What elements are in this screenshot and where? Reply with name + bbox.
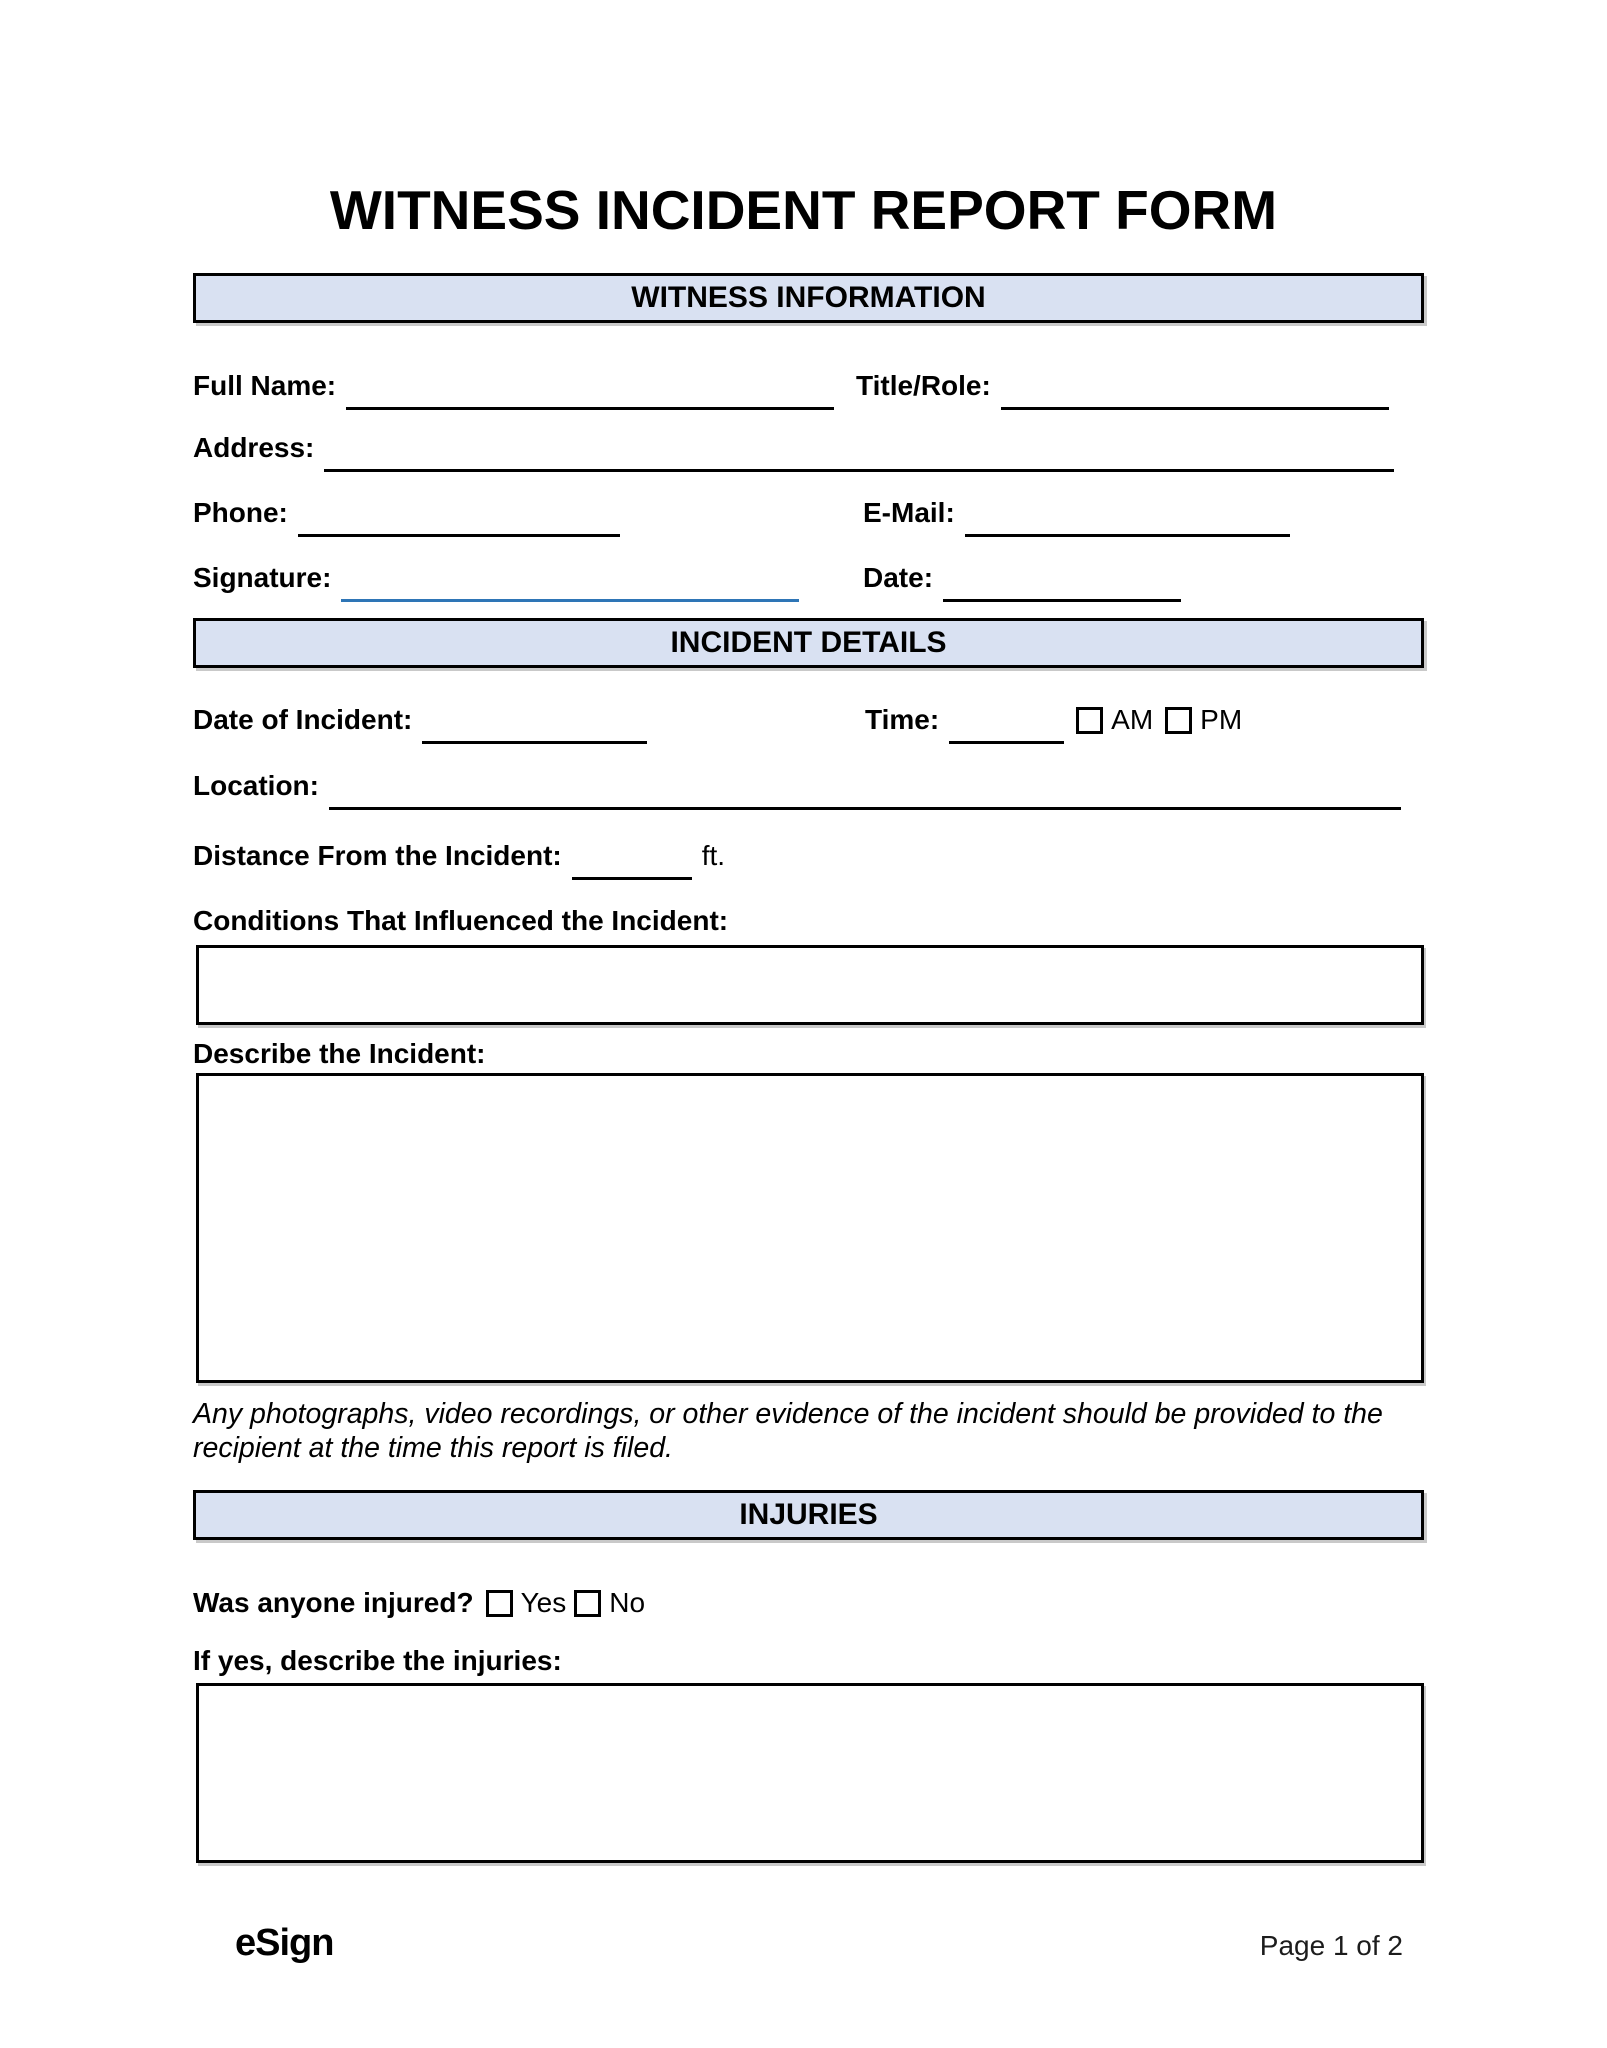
location-label: Location:	[193, 770, 319, 801]
injured-yes-label: Yes	[520, 1587, 567, 1618]
signature-field	[193, 560, 799, 596]
location-input-line[interactable]	[329, 774, 1401, 810]
distance-input-line[interactable]	[572, 844, 692, 880]
injured-yes-checkbox[interactable]	[486, 1590, 513, 1617]
date-of-incident-label: Date of Incident:	[193, 704, 413, 735]
am-label: AM	[1111, 704, 1154, 735]
time-label: Time:	[865, 704, 940, 735]
am-checkbox[interactable]	[1076, 707, 1103, 734]
full-name-label: Full Name:	[193, 370, 337, 401]
distance-label: Distance From the Incident:	[193, 840, 562, 871]
distance-field	[193, 838, 725, 874]
date-of-incident-input-line[interactable]	[422, 708, 647, 744]
describe-incident-label: Describe the Incident:	[193, 1038, 486, 1069]
signature-label: Signature:	[193, 562, 332, 593]
email-input-line[interactable]	[965, 501, 1290, 537]
injured-question-field	[193, 1585, 645, 1621]
injured-no-label: No	[609, 1587, 646, 1618]
distance-unit-label: ft.	[701, 840, 726, 871]
address-label: Address:	[193, 432, 315, 463]
address-field	[193, 430, 1394, 466]
time-input-line[interactable]	[949, 708, 1064, 744]
injured-question-label: Was anyone injured?	[193, 1587, 474, 1618]
incident-description-textbox[interactable]	[196, 1073, 1424, 1383]
injury-description-textbox[interactable]	[196, 1683, 1424, 1863]
title-role-input-line[interactable]	[1001, 374, 1389, 410]
time-field	[865, 702, 1242, 738]
signature-input-line[interactable]	[341, 566, 799, 602]
section-header-injuries	[193, 1490, 1424, 1540]
full-name-field	[193, 368, 834, 404]
email-label: E-Mail:	[863, 497, 955, 528]
location-field	[193, 768, 1401, 804]
date-input-line[interactable]	[943, 566, 1181, 602]
conditions-textbox[interactable]	[196, 945, 1424, 1025]
pm-checkbox[interactable]	[1165, 707, 1192, 734]
phone-label: Phone:	[193, 497, 288, 528]
describe-injuries-label: If yes, describe the injuries:	[193, 1645, 562, 1676]
section-header-witness-information	[193, 273, 1424, 323]
phone-input-line[interactable]	[298, 501, 620, 537]
full-name-input-line[interactable]	[346, 374, 834, 410]
title-role-label: Title/Role:	[856, 370, 991, 401]
injured-no-checkbox[interactable]	[574, 1590, 601, 1617]
pm-label: PM	[1200, 704, 1243, 735]
address-input-line[interactable]	[324, 436, 1394, 472]
evidence-note: Any photographs, video recordings, or other evidence of the incident should be provided to the recipient at the time this report is filed.	[193, 1398, 1383, 1464]
section-header-label: INCIDENT DETAILS	[670, 626, 947, 659]
section-header-label: INJURIES	[739, 1498, 878, 1531]
date-of-incident-field	[193, 702, 647, 738]
conditions-label: Conditions That Influenced the Incident:	[193, 905, 729, 936]
section-header-label: WITNESS INFORMATION	[631, 281, 986, 314]
section-header-incident-details	[193, 618, 1424, 668]
title-role-field	[856, 368, 1389, 404]
date-field	[863, 560, 1181, 596]
page-title: WITNESS INCIDENT REPORT FORM	[329, 179, 1278, 241]
date-label: Date:	[863, 562, 934, 593]
page-indicator: Page 1 of 2	[1259, 1930, 1403, 1961]
phone-field	[193, 495, 620, 531]
email-field	[863, 495, 1290, 531]
esign-logo: eSign	[235, 1922, 334, 1964]
